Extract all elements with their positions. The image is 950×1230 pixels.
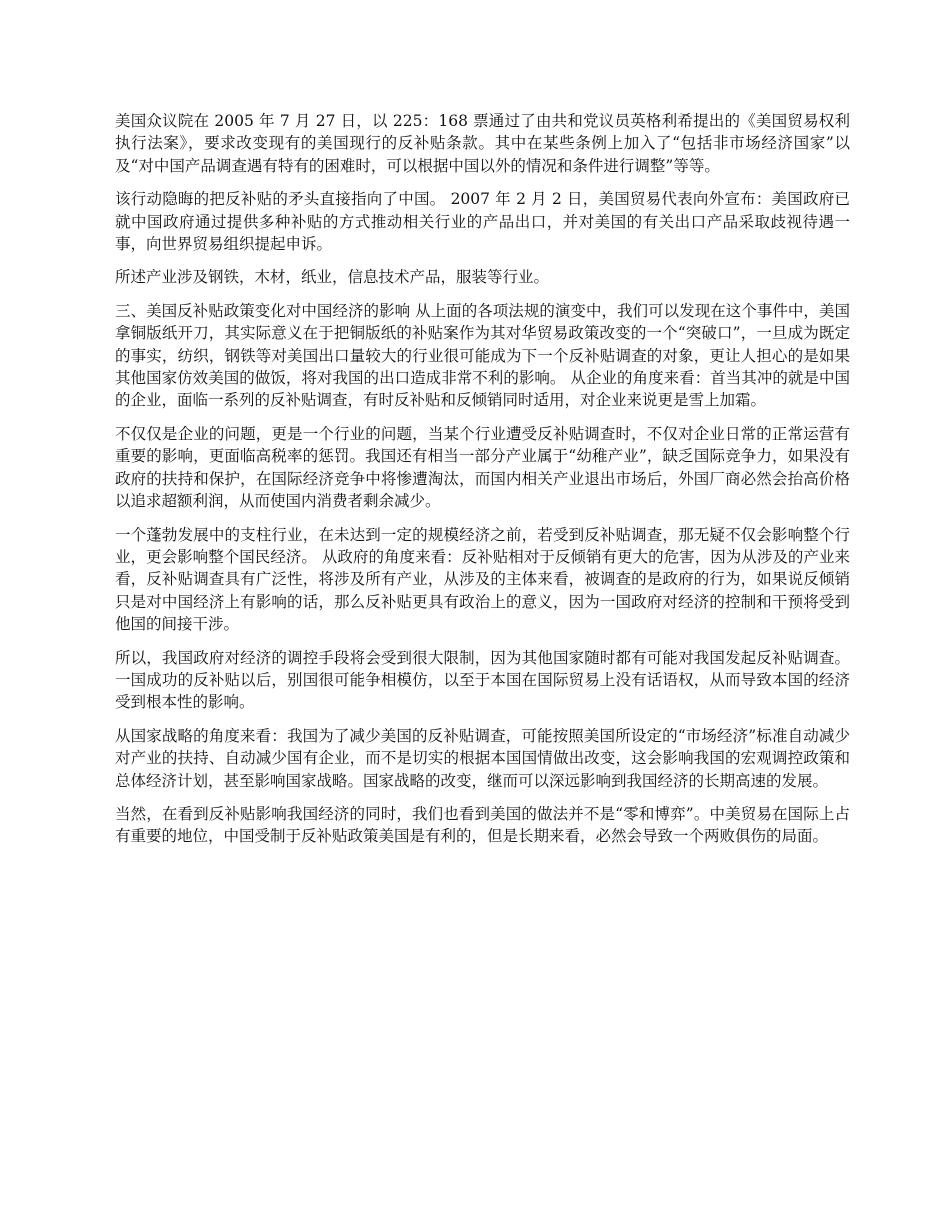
paragraph-2: 该行动隐晦的把反补贴的矛头直接指向了中国。 2007 年 2 月 2 日，美国贸易代表向外宣布：美国政府已就中国政府通过提供多种补贴的方式推动相关行业的产品出口，并对美国的有关出口产品采取歧视待遇一事，向世界贸易组织提起申诉。 <box>115 190 850 254</box>
paragraph-3: 所述产业涉及钢铁，木材，纸业，信息技术产品，服装等行业。 <box>115 268 550 287</box>
paragraph-4: 三、美国反补贴政策变化对中国经济的影响 从上面的各项法规的演变中，我们可以发现在这个事件中，美国拿铜版纸开刀，其实际意义在于把铜版纸的补贴案作为其对华贸易政策改变的一个“突破口”，一旦成为既定的事实，纺织，钢铁等对美国出口量较大的行业很可能成为下一个反补贴调查的对象，更让人担心的是如果其他国家仿效美国的做饭，将对我国的出口造成非常不利的影响。 从企业的角度来看：首当其冲的就是中国的企业，面临一系列的反补贴调查，有时反补贴和反倾销同时适用，对企业来说更是雪上加霜。 <box>115 301 850 410</box>
paragraph-7: 所以，我国政府对经济的调控手段将会受到很大限制，因为其他国家随时都有可能对我国发起反补贴调查。一国成功的反补贴以后，别国很可能争相模仿，以至于本国在国际贸易上没有话语权，从而导致本国的经济受到根本性的影响。 <box>115 648 850 712</box>
paragraph-9: 当然，在看到反补贴影响我国经济的同时，我们也看到美国的做法并不是“零和博弈”。中美贸易在国际上占有重要的地位，中国受制于反补贴政策美国是有利的，但是长期来看，必然会导致一个两败俱伤的局面。 <box>115 804 850 846</box>
document-body <box>115 110 850 859</box>
paragraph-8: 从国家战略的角度来看：我国为了减少美国的反补贴调查，可能按照美国所设定的“市场经济”标准自动减少对产业的扶持、自动减少国有企业，而不是切实的根据本国国情做出改变，这会影响我国的宏观调控政策和总体经济计划，甚至影响国家战略。国家战略的改变，继而可以深远影响到我国经济的长期高速的发展。 <box>115 726 850 790</box>
paragraph-6: 一个蓬勃发展中的支柱行业，在未达到一定的规模经济之前，若受到反补贴调查，那无疑不仅会影响整个行业，更会影响整个国民经济。 从政府的角度来看：反补贴相对于反倾销有更大的危害，因为从涉及的产业来看，反补贴调查具有广泛性，将涉及所有产业，从涉及的主体来看，被调查的是政府的行为，如果说反倾销只是对中国经济上有影响的话，那么反补贴更具有政治上的意义，因为一国政府对经济的控制和干预将受到他国的间接干涉。 <box>115 525 850 634</box>
paragraph-1: 美国众议院在 2005 年 7 月 27 日，以 225：168 票通过了由共和党议员英格利希提出的《美国贸易权利执行法案》，要求改变现有的美国现行的反补贴条款。其中在某些条例上加入了“包括非市场经济国家”以及“对中国产品调查遇有特有的困难时，可以根据中国以外的情况和条件进行调整”等等。 <box>115 112 850 175</box>
paragraph-5: 不仅仅是企业的问题，更是一个行业的问题，当某个行业遭受反补贴调查时，不仅对企业日常的正常运营有重要的影响，更面临高税率的惩罚。我国还有相当一部分产业属于“幼稚产业”，缺乏国际竞争力，如果没有政府的扶持和保护，在国际经济竞争中将惨遭淘汰，而国内相关产业退出市场后，外国厂商必然会抬高价格以追求超额利润，从而使国内消费者剩余减少。 <box>115 424 850 511</box>
